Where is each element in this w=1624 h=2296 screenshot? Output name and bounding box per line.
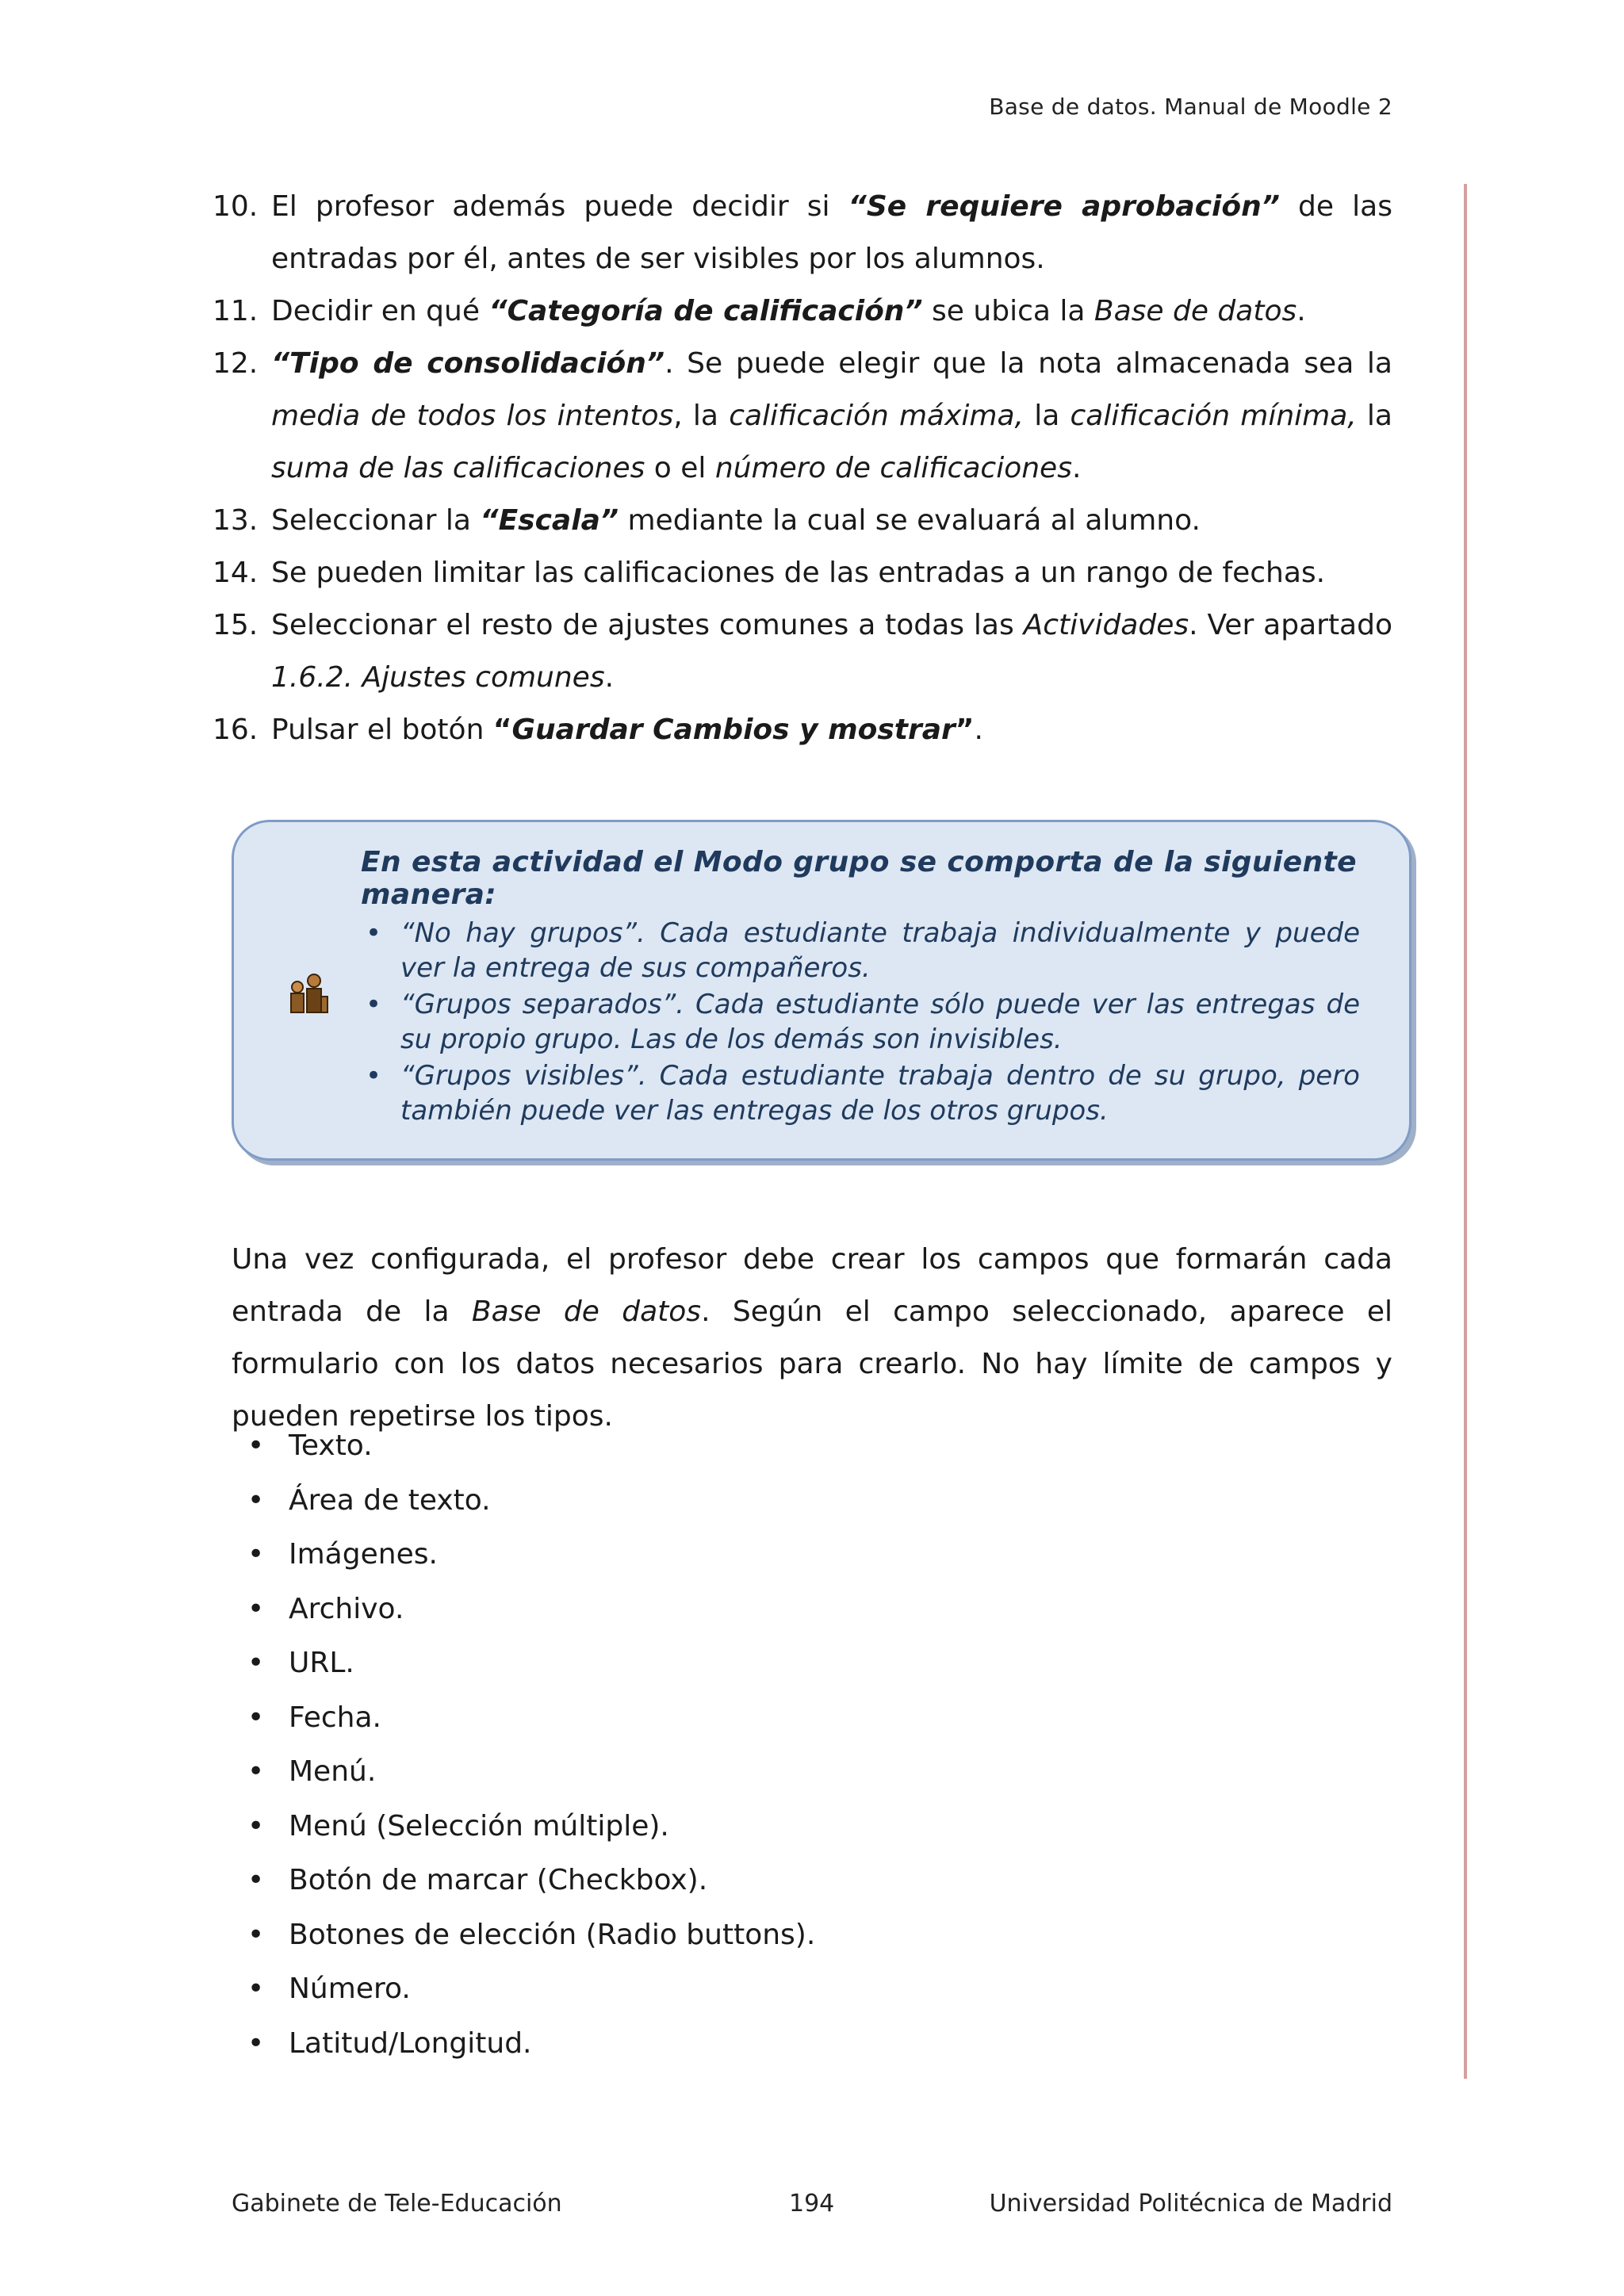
bullet-marker: •	[366, 989, 382, 1020]
text-run	[480, 504, 619, 537]
callout-item	[361, 1058, 1360, 1128]
callout-item	[361, 987, 1360, 1057]
text-run: .	[974, 714, 983, 746]
list-item	[247, 1908, 815, 1963]
bullet-marker: •	[366, 1060, 382, 1092]
bullet-marker: •	[366, 917, 382, 949]
text-run: calificación mínima,	[1070, 400, 1357, 432]
text-run: ”	[955, 714, 975, 746]
step-number: 16.	[213, 714, 259, 746]
field-type-label: Menú (Selección múltiple).	[289, 1809, 669, 1843]
field-type-label: Botones de elección (Radio buttons).	[289, 1918, 816, 1951]
list-item	[247, 1419, 815, 1474]
step-item	[213, 181, 1392, 285]
list-item	[247, 1582, 815, 1637]
bullet-marker: •	[247, 1701, 265, 1734]
step-item	[213, 547, 1392, 599]
text-run: Se pueden limitar las calificaciones de las entradas a un rango de fechas.	[271, 557, 1326, 589]
field-type-label: Fecha.	[289, 1701, 381, 1734]
field-type-label: Número.	[289, 1973, 411, 2005]
emphasis-text: “Tipo de consolidación”	[271, 347, 665, 380]
text-run: , la	[673, 400, 730, 432]
field-type-label: Texto.	[289, 1429, 373, 1462]
bullet-marker: •	[247, 2026, 265, 2060]
text-run: . Se puede elegir que la nota almacenada sea la	[665, 347, 1392, 380]
text-run: media de todos los intentos	[271, 400, 674, 432]
list-item	[247, 2017, 815, 2072]
text-run: número de calificaciones	[714, 452, 1072, 484]
bullet-marker: •	[247, 1592, 265, 1625]
bullet-marker: •	[247, 1647, 265, 1679]
text-run: Seleccionar la	[271, 504, 481, 537]
step-number: 14.	[213, 557, 259, 589]
bullet-marker: •	[247, 1483, 265, 1517]
text-run: Pulsar el botón	[271, 714, 493, 746]
list-item	[247, 1745, 815, 1800]
step-item	[213, 704, 1392, 756]
footer-right: Universidad Politécnica de Madrid	[989, 2190, 1392, 2218]
text-run: Seleccionar el resto de ajustes comunes a todas las	[271, 609, 1024, 641]
text-run: la	[1356, 400, 1392, 432]
emphasis-text: “Se requiere aprobación”	[848, 190, 1280, 223]
bullet-marker: •	[247, 1755, 265, 1788]
list-item	[247, 1636, 815, 1691]
step-number: 12.	[213, 347, 259, 380]
text-run: Base de datos	[1094, 295, 1297, 327]
callout-item-text: “Grupos separados”. Cada estudiante sólo puede ver las entregas de su propio grupo. Las de los demás son invisibles.	[400, 989, 1360, 1055]
bullet-marker: •	[247, 1864, 265, 1896]
field-type-label: URL.	[289, 1647, 354, 1679]
text-run: se ubica la	[922, 295, 1094, 327]
text-run: .	[1071, 452, 1082, 484]
field-type-label: Latitud/Longitud.	[289, 2026, 532, 2060]
step-item	[213, 495, 1392, 547]
list-item	[247, 1474, 815, 1529]
text-run: Una vez configurada, el profesor debe crear los campos que formarán cada entrada de la	[232, 1243, 1392, 1328]
text-run: 1.6.2. Ajustes comunes	[271, 661, 605, 694]
text-run	[512, 714, 956, 746]
text-run: calificación máxima,	[729, 400, 1024, 432]
text-run: mediante la cual se evaluará al alumno.	[619, 504, 1201, 537]
bullet-marker: •	[247, 1973, 265, 2005]
callout-item	[361, 916, 1360, 985]
text-run: El profesor además puede decidir si	[271, 190, 848, 223]
bullet-marker: •	[247, 1538, 265, 1571]
step-item	[213, 599, 1392, 704]
text-run: .	[1297, 295, 1306, 327]
bullet-marker: •	[247, 1429, 265, 1462]
field-type-label: Imágenes.	[289, 1538, 438, 1571]
step-item	[213, 285, 1392, 338]
text-run: Actividades	[1023, 609, 1189, 641]
callout-item-text: “No hay grupos”. Cada estudiante trabaja individualmente y puede ver la entrega de sus compañeros.	[400, 917, 1360, 984]
list-item	[247, 1800, 815, 1854]
text-run: “	[492, 714, 512, 746]
step-number: 13.	[213, 504, 259, 537]
page-number: 194	[789, 2190, 835, 2218]
emphasis-text: “Escala”	[480, 504, 619, 537]
text-run: suma de las calificaciones	[271, 452, 645, 484]
group-mode-callout	[232, 820, 1411, 1161]
callout-title: En esta actividad el Modo grupo se comporta de la siguiente manera:	[361, 846, 1357, 911]
step-number: 11.	[213, 295, 259, 327]
text-run: o el	[645, 452, 715, 484]
step-number: 10.	[213, 190, 259, 223]
list-item	[247, 1854, 815, 1908]
bullet-marker: •	[247, 1809, 265, 1843]
intro-paragraph	[232, 1234, 1392, 1443]
emphasis-text: “Categoría de calificación”	[488, 295, 923, 327]
field-types-list	[247, 1419, 815, 2071]
list-item	[247, 1962, 815, 2017]
numbered-steps-list	[213, 181, 1392, 756]
callout-item-text: “Grupos visibles”. Cada estudiante trabaja dentro de su grupo, pero también puede ver las entregas de los otros grupos.	[400, 1060, 1360, 1127]
text-run	[488, 295, 922, 327]
emphasis-text: Guardar Cambios y mostrar	[511, 714, 956, 746]
running-header: Base de datos. Manual de Moodle 2	[989, 94, 1392, 120]
text-run: . Según el campo seleccionado, aparece el formulario con los datos necesarios para crearlo. No hay límite de campos y pueden repetirse los tipos.	[232, 1295, 1393, 1433]
text-run	[848, 190, 1280, 223]
list-item	[247, 1528, 815, 1582]
group-mode-icon	[286, 970, 331, 1014]
text-run: Base de datos	[471, 1295, 702, 1328]
text-run: . Ver apartado	[1189, 609, 1392, 641]
text-run: de las entradas por él, antes de ser visibles por los alumnos.	[271, 190, 1392, 275]
field-type-label: Menú.	[289, 1755, 377, 1788]
text-run: .	[604, 661, 615, 694]
list-item	[247, 1691, 815, 1746]
text-run	[271, 347, 665, 380]
step-item	[213, 338, 1392, 495]
field-type-label: Archivo.	[289, 1592, 404, 1625]
margin-rule	[1464, 184, 1467, 2079]
field-type-label: Botón de marcar (Checkbox).	[289, 1864, 708, 1896]
field-type-label: Área de texto.	[289, 1483, 491, 1517]
bullet-marker: •	[247, 1918, 265, 1951]
step-number: 15.	[213, 609, 259, 641]
footer-left: Gabinete de Tele-Educación	[232, 2190, 562, 2218]
text-run: la	[1024, 400, 1071, 432]
callout-list	[361, 916, 1360, 1130]
text-run: Decidir en qué	[271, 295, 489, 327]
